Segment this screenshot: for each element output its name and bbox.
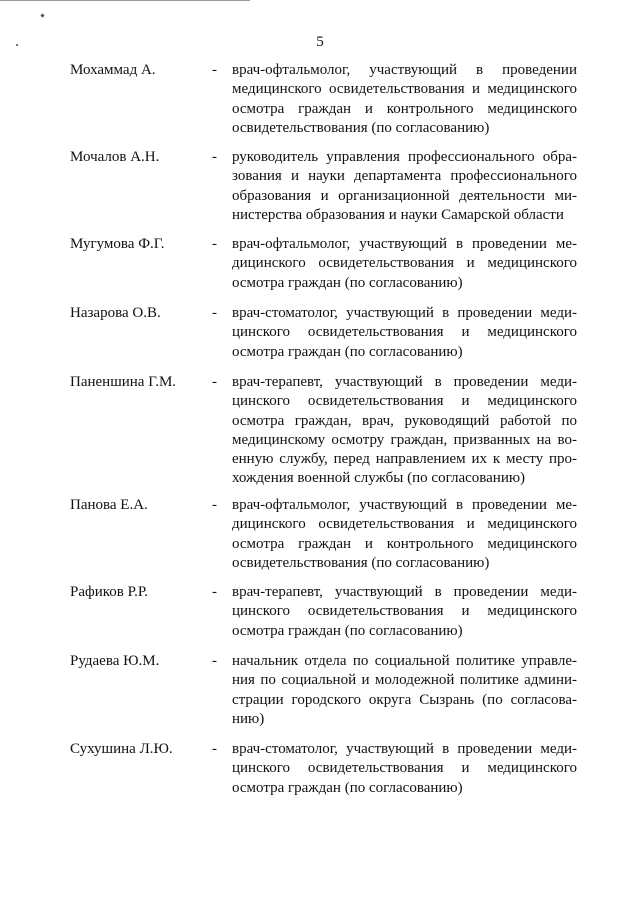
description-line: осмотра граждан (по согласованию) [232,274,463,291]
member-name: Рафиков Р.Р. [70,584,149,600]
scan-speck [40,13,44,17]
description-line: ния по социальной и молодежной политике админи- [232,672,577,689]
description-line: медицинскому осмотру граждан, призванных на во- [232,431,577,448]
member-name: Паненшина Г.М. [70,374,177,390]
member-name: Рудаева Ю.М. [70,653,160,669]
member-name: Мохаммад А. [70,62,156,78]
description-line: руководитель управления профессионального обра- [232,149,577,165]
description-line: цинского освидетельствования и медицинского [232,324,577,341]
entry-dash: - [212,497,217,513]
entry-dash: - [212,374,217,390]
description-line: нию) [232,710,265,727]
description-line: освидетельствования (по согласованию) [232,119,490,136]
entry-dash: - [212,584,217,600]
description-line: осмотра граждан и контрольного медицинского [232,100,577,117]
description-line: освидетельствования (по согласованию) [232,554,490,571]
entry-dash: - [212,653,217,669]
description-line: врач-терапевт, участвующий в проведении меди- [232,584,577,600]
description-line: енную службу, перед направлением их к месту про- [232,451,577,468]
member-name: Назарова О.В. [70,305,161,321]
entry-dash: - [212,741,217,757]
member-name: Мочалов А.Н. [70,149,160,165]
member-role-description [232,304,577,362]
member-name: Панова Е.А. [70,497,148,513]
description-line: врач-стоматолог, участвующий в проведении меди- [232,305,577,321]
description-line: осмотра граждан (по согласованию) [232,779,463,796]
page-number: 5 [316,34,324,50]
description-line: врач-офтальмолог, участвующий в проведении ме- [232,497,577,513]
member-role-description [232,61,577,138]
description-line: осмотра граждан и контрольного медицинского [232,535,577,552]
member-role-description [232,583,577,641]
description-line: медицинского освидетельствования и медицинского [232,81,577,98]
description-line: начальник отдела по социальной политике управле- [232,653,577,669]
member-role-description [232,148,577,225]
member-name: Мугумова Ф.Г. [70,236,165,252]
member-role-description [232,652,577,729]
description-line: осмотра граждан, врач, руководящий работой по [232,412,577,429]
entry-dash: - [212,149,217,165]
description-line: дицинского освидетельствования и медицинского [232,516,577,533]
entry-dash: - [212,305,217,321]
member-role-description [232,740,577,798]
member-name: Сухушина Л.Ю. [70,741,173,757]
description-line: дицинского освидетельствования и медицинского [232,255,577,272]
description-line: осмотра граждан (по согласованию) [232,622,463,639]
description-line: врач-стоматолог, участвующий в проведении меди- [232,741,577,757]
description-line: зования и науки департамента профессионального [232,168,577,185]
description-line: нистерства образования и науки Самарской области [232,206,564,223]
member-role-description [232,235,577,293]
member-role-description [232,496,577,573]
description-line: осмотра граждан (по согласованию) [232,343,463,360]
description-line: цинского освидетельствования и медицинского [232,393,577,410]
description-line: врач-терапевт, участвующий в проведении меди- [232,374,577,390]
description-line: цинского освидетельствования и медицинского [232,603,577,620]
description-line: врач-офтальмолог, участвующий в проведении [232,62,577,78]
description-line: образования и организационной деятельности ми- [232,187,577,204]
description-line: цинского освидетельствования и медицинского [232,760,577,777]
entry-dash: - [212,236,217,252]
entry-dash: - [212,62,217,78]
scan-top-rule [0,0,250,1]
description-line: страции городского округа Сызрань (по согласова- [232,691,577,708]
member-role-description [232,373,577,489]
description-line: хождения военной службы (по согласованию) [232,470,526,487]
description-line: врач-офтальмолог, участвующий в проведении ме- [232,236,577,252]
